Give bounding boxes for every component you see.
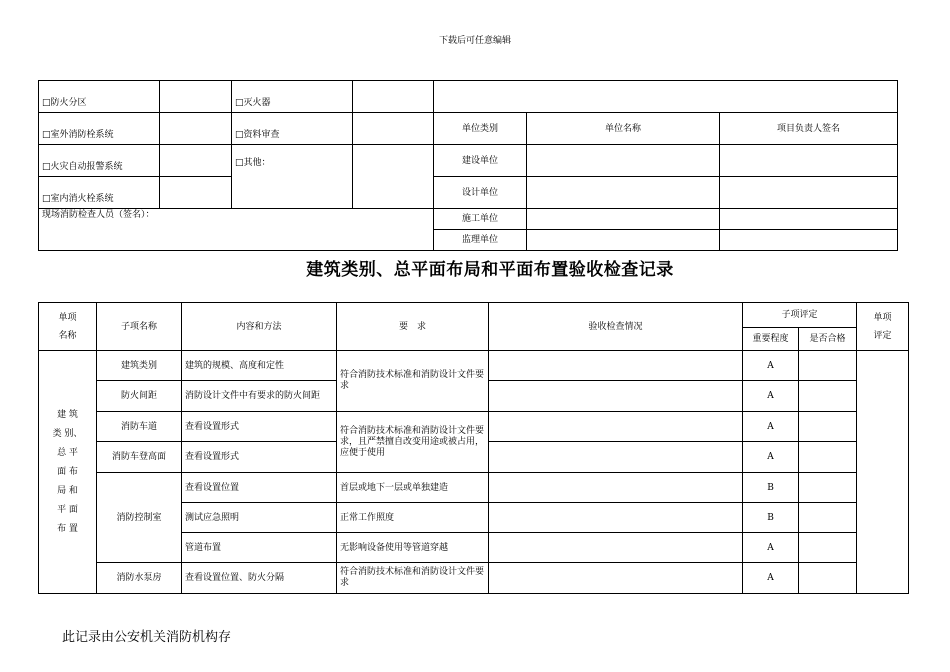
unit-type-supervisor: 监理单位 xyxy=(434,230,527,251)
situation-cell[interactable] xyxy=(489,503,743,533)
pass-cell[interactable] xyxy=(799,533,857,563)
check-item-document-review[interactable]: □资料审查 xyxy=(232,113,353,145)
importance-grade: A xyxy=(743,351,799,381)
item-category: 建 筑 类 别、 总 平 面 布 局 和 平 面 布 置 xyxy=(39,351,97,594)
requirement-text: 符合消防技术标准和消防设计文件要求，且严禁擅自改变用途或被占用，应便于使用 xyxy=(337,412,489,473)
content-method: 建筑的规模、高度和定性 xyxy=(182,351,337,381)
header-content-method: 内容和方法 xyxy=(182,303,337,351)
situation-cell[interactable] xyxy=(489,381,743,412)
requirement-text: 符合消防技术标准和消防设计文件要求 xyxy=(337,563,489,594)
header-pass: 是否合格 xyxy=(799,328,857,351)
importance-grade: B xyxy=(743,473,799,503)
check-item-fire-alarm[interactable]: □火灾自动报警系统 xyxy=(39,145,160,177)
unit-type-builder: 施工单位 xyxy=(434,209,527,230)
situation-cell[interactable] xyxy=(489,351,743,381)
footer-note: 此记录由公安机关消防机构存 xyxy=(62,630,232,645)
inspection-scope-table xyxy=(38,80,898,251)
importance-grade: A xyxy=(743,381,799,412)
importance-grade: A xyxy=(743,533,799,563)
unit-type-design: 设计单位 xyxy=(434,177,527,209)
requirement-text: 首层或地下一层或单独建造 xyxy=(337,473,489,503)
header-importance: 重要程度 xyxy=(743,328,799,351)
content-method: 测试应急照明 xyxy=(182,503,337,533)
unit-type-construction: 建设单位 xyxy=(434,145,527,177)
requirement-text: 正常工作照度 xyxy=(337,503,489,533)
header-sub-evaluation: 子项评定 xyxy=(743,303,857,328)
header-item-name: 单项 名称 xyxy=(39,303,97,351)
header-situation: 验收检查情况 xyxy=(489,303,743,351)
importance-grade: A xyxy=(743,442,799,473)
header-sub-item: 子项名称 xyxy=(97,303,182,351)
unit-name-cell[interactable] xyxy=(527,145,720,177)
unit-name-cell[interactable] xyxy=(527,230,720,251)
importance-grade: A xyxy=(743,412,799,442)
acceptance-check-table xyxy=(38,302,909,594)
requirement-text: 无影响设备使用等管道穿越 xyxy=(337,533,489,563)
pass-cell[interactable] xyxy=(799,473,857,503)
unit-name-cell[interactable] xyxy=(527,177,720,209)
sub-item-name: 消防车道 xyxy=(97,412,182,442)
unit-type-header: 单位类别 xyxy=(434,113,527,145)
situation-cell[interactable] xyxy=(489,442,743,473)
check-item-other[interactable]: □其他： xyxy=(232,145,353,209)
check-item-outdoor-hydrant[interactable]: □室外消防栓系统 xyxy=(39,113,160,145)
signer-cell[interactable] xyxy=(720,145,898,177)
situation-cell[interactable] xyxy=(489,473,743,503)
inspector-signature[interactable]: 现场消防检查人员（签名）： xyxy=(39,209,434,251)
sub-item-name: 消防车登高面 xyxy=(97,442,182,473)
unit-name-header: 单位名称 xyxy=(527,113,720,145)
sub-item-name: 消防控制室 xyxy=(97,473,182,563)
signer-cell[interactable] xyxy=(720,230,898,251)
situation-cell[interactable] xyxy=(489,412,743,442)
sub-item-name: 消防水泵房 xyxy=(97,563,182,594)
check-item-extinguisher[interactable]: □灭火器 xyxy=(232,81,353,113)
content-method: 查看设置形式 xyxy=(182,412,337,442)
content-method: 管道布置 xyxy=(182,533,337,563)
check-item-indoor-hydrant[interactable]: □室内消火栓系统 xyxy=(39,177,160,209)
page-title: 建筑类别、总平面布局和平面布置验收检查记录 xyxy=(306,260,674,280)
sub-item-name: 防火间距 xyxy=(97,381,182,412)
pass-cell[interactable] xyxy=(799,503,857,533)
pass-cell[interactable] xyxy=(799,442,857,473)
sub-item-name: 建筑类别 xyxy=(97,351,182,381)
situation-cell[interactable] xyxy=(489,533,743,563)
content-method: 消防设计文件中有要求的防火间距 xyxy=(182,381,337,412)
requirement-text: 符合消防技术标准和消防设计文件要求 xyxy=(337,351,489,412)
signer-header: 项目负责人签名 xyxy=(720,113,898,145)
header-requirement: 要 求 xyxy=(337,303,489,351)
content-method: 查看设置位置 xyxy=(182,473,337,503)
signer-cell[interactable] xyxy=(720,209,898,230)
pass-cell[interactable] xyxy=(799,563,857,594)
content-method: 查看设置位置、防火分隔 xyxy=(182,563,337,594)
check-item-fire-compartment[interactable]: □防火分区 xyxy=(39,81,160,113)
importance-grade: B xyxy=(743,503,799,533)
single-evaluation-cell[interactable] xyxy=(857,351,909,594)
header-single-evaluation: 单项 评定 xyxy=(857,303,909,351)
pass-cell[interactable] xyxy=(799,351,857,381)
situation-cell[interactable] xyxy=(489,563,743,594)
content-method: 查看设置形式 xyxy=(182,442,337,473)
header-note: 下载后可任意编辑 xyxy=(438,36,511,46)
pass-cell[interactable] xyxy=(799,412,857,442)
signer-cell[interactable] xyxy=(720,177,898,209)
pass-cell[interactable] xyxy=(799,381,857,412)
unit-name-cell[interactable] xyxy=(527,209,720,230)
importance-grade: A xyxy=(743,563,799,594)
